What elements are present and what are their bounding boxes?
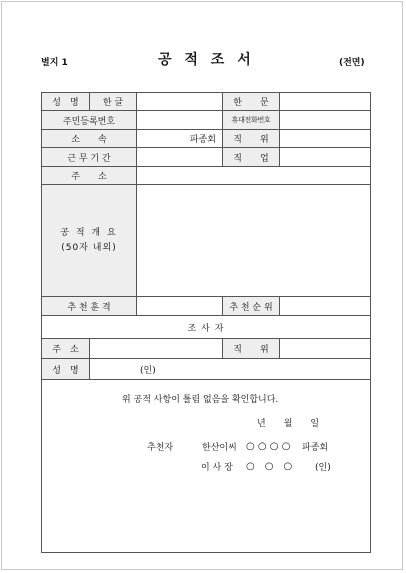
investigator-seal-mark: (인): [140, 365, 156, 376]
mobile-label: 휴대전화번호: [223, 111, 280, 129]
recommend-grade-field[interactable]: [137, 296, 223, 315]
investigator-position-field[interactable]: [280, 338, 371, 358]
director-label: 이 사 장: [201, 462, 233, 473]
recommend-grade-label: 추 천 훈 격: [42, 296, 137, 315]
investigator-name-label: 성 명: [42, 359, 90, 379]
director-name-placeholder: ○ ○ ○: [246, 460, 293, 472]
hanja-name-field[interactable]: [280, 93, 371, 111]
investigator-address-field[interactable]: [90, 338, 223, 358]
korean-name-field[interactable]: [137, 93, 223, 111]
merit-summary-field[interactable]: [137, 185, 371, 297]
page-title: 공 적 조 서: [158, 52, 255, 68]
recommender-suffix: 파종회: [302, 442, 329, 453]
service-period-field[interactable]: [137, 148, 223, 166]
affiliation-label: 소 속: [42, 129, 137, 147]
confirmation-date-line: 년 월 일: [257, 418, 320, 429]
address-field[interactable]: [137, 166, 371, 184]
mobile-field[interactable]: [280, 111, 371, 129]
recommender-label: 추천자: [147, 442, 174, 453]
investigator-position-label: 직 위: [223, 338, 280, 358]
recommender-name-placeholder: ○ ○ ○ ○: [246, 440, 291, 452]
merit-summary-label: [42, 185, 137, 297]
affiliation-value: 파종회: [189, 135, 216, 146]
occupation-field[interactable]: [280, 148, 371, 166]
investigator-address-label: 주 소: [42, 338, 90, 358]
recommend-rank-label: 추 천 순 위: [223, 296, 280, 315]
name-label: 성 명: [42, 93, 90, 111]
form-number: 별지 1: [41, 58, 68, 68]
investigator-name-field[interactable]: [90, 359, 371, 379]
position-label: 직 위: [223, 129, 280, 147]
address-label: 주 소: [42, 166, 137, 184]
resident-id-label: 주민등록번호: [42, 111, 137, 129]
korean-name-label: 한 글: [90, 93, 137, 111]
affiliation-field[interactable]: [137, 129, 223, 147]
confirmation-section: [42, 379, 371, 552]
director-seal-mark: (인): [315, 462, 331, 473]
recommender-org: 한산이씨: [202, 442, 237, 453]
occupation-label: 직 업: [223, 148, 280, 166]
merit-summary-note: (50자 내외): [61, 242, 117, 253]
recommend-rank-field[interactable]: [280, 296, 371, 315]
merit-summary-title: 공 적 개 요: [60, 227, 118, 238]
investigator-section-label: 조 사 자: [42, 316, 371, 339]
resident-id-field[interactable]: [137, 111, 223, 129]
position-field[interactable]: [280, 129, 371, 147]
confirmation-statement: 위 공적 사항이 틀림 없음을 확인합니다.: [122, 394, 279, 405]
merit-report-table: [41, 92, 371, 553]
page-side-label: (전면): [339, 58, 365, 68]
service-period-label: 근 무 기 간: [42, 148, 137, 166]
hanja-name-label: 한 문: [223, 93, 280, 111]
